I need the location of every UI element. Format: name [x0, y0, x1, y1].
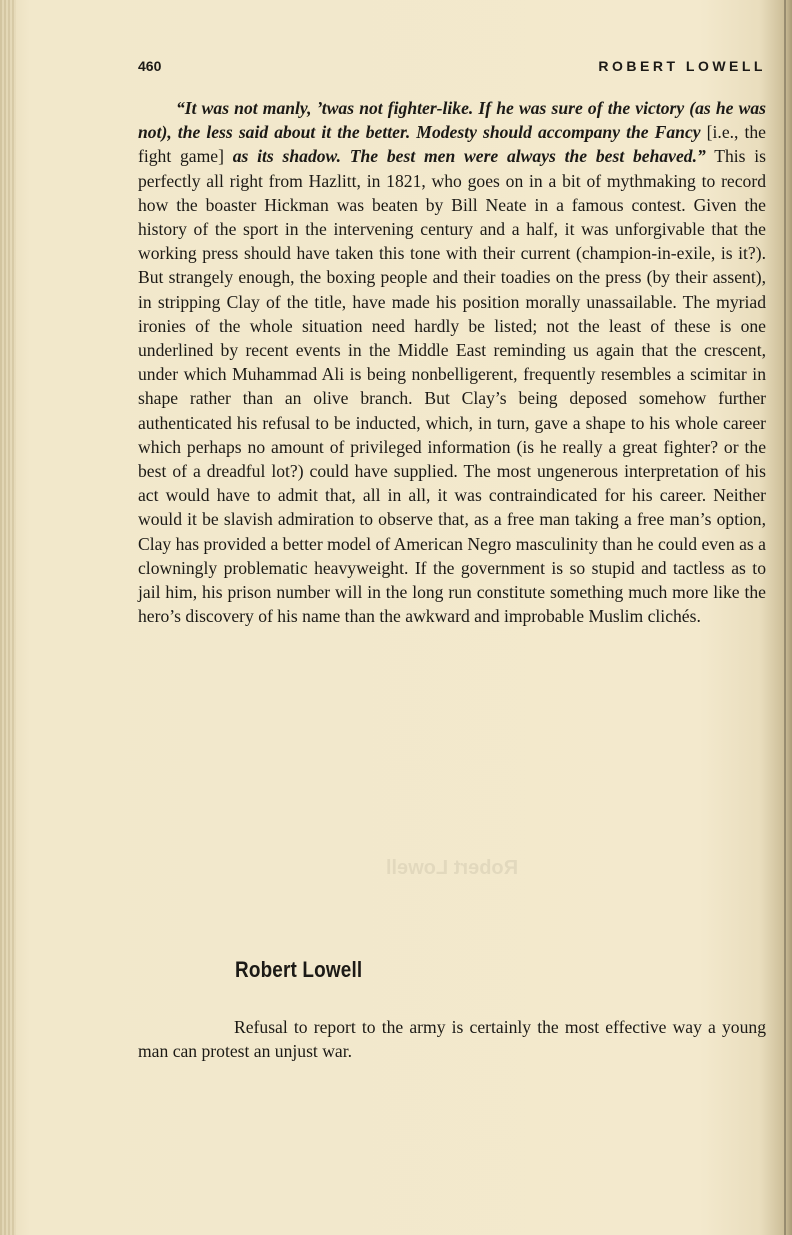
- paragraph-text: This is perfectly all right from Hazlitt, in 1821, who goes on in a bit of mythmaking to record how the boaster Hickman was beaten by Bill Neate in a famous contest. Given the history of the sport in the intervening century and a half, it was unforgivable that the working press should have taken this tone with their current (champion-in-exile, is it?). But strangely enough, the boxing people and their toadies on the press (by their assent), in stripping Clay of the title, have made his position morally unassailable. The myriad ironies of the whole situation need hardly be listed; not the least of these is one underlined by recent events in the Middle East reminding us again that the crescent, under which Muhammad Ali is being nonbelligerent, frequently resembles a scimitar in shape rather than an olive branch. But Clay’s being deposed somehow further authenticated his refusal to be inducted, which, in turn, gave a shape to his whole career which perhaps no amount of privileged information (is he really a great fighter? or the best of a dreadful lot?) could have supplied. The most ungenerous interpretation of his act would have to admit that, all in all, it was contraindicated for his career. Neither would it be slavish admiration to observe that, as a free man taking a free man’s option, Clay has provided a better model of American Negro masculinity than he could even as a clowningly problematic heavyweight. If the government is so stupid and tactless as to jail him, his prison number will in the long run constitute something much more like the hero’s discovery of his name than the awkward and improbable Muslim clichés.: [138, 146, 767, 627]
- binding-gutter: [0, 0, 16, 1235]
- running-header: [138, 55, 766, 79]
- page-number: 460: [138, 58, 162, 74]
- bleed-through-shadow: [138, 776, 766, 1146]
- page-edge: [784, 0, 786, 1235]
- bleed-heading: Robert Lowell: [385, 857, 519, 879]
- section-heading: Robert Lowell: [235, 957, 363, 982]
- hazlitt-quote: “It was not manly, ’twas not fighter-like. If he was sure of the victory (as he was not), the less said about it the better. Modesty should accompany the Fancy: [138, 98, 766, 143]
- main-body: [138, 96, 766, 628]
- bracket-note: [i.e., the fight game]: [138, 122, 766, 167]
- section-paragraph: Refusal to report to the army is certainly the most effective way a young man can protest an unjust war.: [138, 1017, 766, 1062]
- body-paragraph: [138, 96, 766, 628]
- hazlitt-quote-end: as its shadow. The best men were always the best behaved.”: [232, 146, 706, 167]
- running-header-author: ROBERT LOWELL: [598, 58, 766, 74]
- section-body: [138, 1015, 766, 1063]
